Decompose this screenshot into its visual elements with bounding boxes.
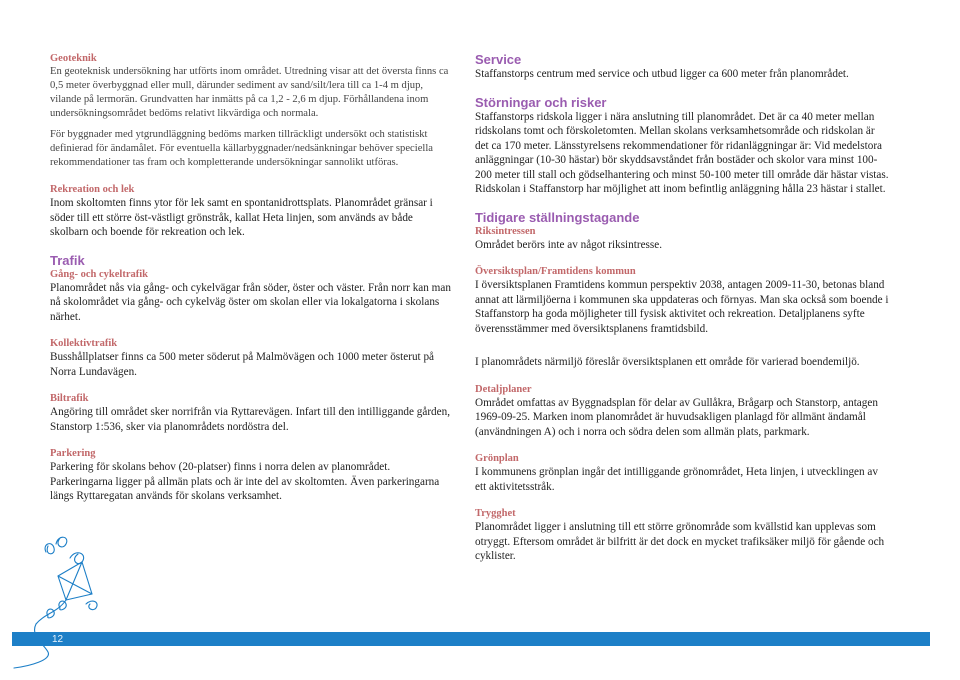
trygghet-heading: Trygghet xyxy=(475,508,516,519)
riksintressen-paragraph: Området berörs inte av något riksintresse. xyxy=(475,238,663,251)
rekreation-heading: Rekreation och lek xyxy=(50,184,135,195)
gang-cykel-paragraph: Planområdet nås via gång- och cykelvägar från söder, öster och väster. Från norr kan man nå skolområdet via gång- och cykelväg öster om skolan eller via lokalgatorna i skolans närhet. xyxy=(50,281,451,323)
geoteknik-paragraph-1: En geoteknisk undersökning har utförts inom området. Utredning visar att det översta finns ca 0,5 meter överbyggnad eller mull, därunder sediment av sand/silt/lera till ca 1-4 m djup, vilande på lermorän. Grundvatten har inmätts på ca 1,2 - 2,6 m djup. Förhållandena inom undersökningsområdet bedöms relativt likvärdiga och normala. xyxy=(50,66,449,119)
service-heading: Service xyxy=(475,52,522,67)
biltrafik-paragraph: Angöring till området sker norrifrån via Ryttarevägen. Infart till den intilliggande gården, Stanstorp 1:536, sker via planområdets nordöstra del. xyxy=(50,406,451,433)
riksintressen-heading: Riksintressen xyxy=(475,225,536,237)
trygghet-paragraph: Planområdet ligger i anslutning till ett större grönområde som kvällstid kan upplevas som otryggt. Eftersom området är bilfritt är det dock en mycket trafiksäker miljö för gående och cyklister. xyxy=(475,521,885,562)
storningar-paragraph: Staffanstorps ridskola ligger i nära anslutning till planområdet. Det är ca 40 meter mellan ridskolans tomt och förskoletomten. Mellan skolans verksamhetsområde och ridskolan är det ca 170 meter. Länsstyrelsens rekommendationer för ridanläggningar är: Vid medelstora anläggningar (10-30 hästar) bör skyddsavståndet från bostäder och skolor vara minst 100-200 meter till stall och gödselhantering och minst 50-100 meter till område där hästar vistas. Ridskolan i Staffanstorp har möjlighet att inom befintlig anläggning hålla 23 hästar i stallet. xyxy=(475,110,889,195)
trafik-heading: Trafik xyxy=(50,252,85,268)
parkering-heading: Parkering xyxy=(50,448,96,459)
geoteknik-paragraph-2: För byggnader med ytgrundläggning bedöms marken tillräckligt undersökt och statistiskt definierad för ändamålet. För eventuella källarbyggnader/nedsänkningar behöver speciella rekommendationer tas fram och kompletterande undersökningar sannolikt utföras. xyxy=(50,129,433,168)
page-number: 12 xyxy=(52,634,64,645)
left-column xyxy=(50,52,452,504)
geoteknik-heading: Geoteknik xyxy=(50,53,97,64)
storningar-heading: Störningar och risker xyxy=(475,94,607,110)
kite-icon xyxy=(0,520,140,670)
service-paragraph: Staffanstorps centrum med service och utbud ligger ca 600 meter från planområdet. xyxy=(475,68,849,80)
rekreation-paragraph: Inom skoltomten finns ytor för lek samt en spontanidrottsplats. Planområdet gränsar i söder till ett större öst-västligt grönstråk, kallat Heta linjen, som används av både skolbarn och boende för rekreation och lek. xyxy=(50,197,433,238)
footer-bar xyxy=(12,632,930,646)
oversiktsplan-heading: Översiktsplan/Framtidens kommun xyxy=(475,266,636,277)
kollektivtrafik-heading: Kollektivtrafik xyxy=(50,338,118,349)
oversiktsplan-paragraph-1: I översiktsplanen Framtidens kommun perspektiv 2038, antagen 2009-11-30, betonas bland annat att lärmiljöerna i kommunen ska uppdateras och förnyas. Man ska också som boende i Staffanstorp ha goda möjligheter till fysisk aktivitet och rekreation. Detaljplanens syfte överensstämmer med översiktsplanens framtidsbild. xyxy=(475,279,889,335)
gronplan-paragraph: I kommunens grönplan ingår det intilliggande grönområdet, Heta linjen, i utvecklingen av ett aktivitetsstråk. xyxy=(475,466,878,493)
kollektivtrafik-paragraph: Busshållplatser finns ca 500 meter söderut på Malmövägen och 1000 meter österut på Norra Lundavägen. xyxy=(50,351,435,378)
oversiktsplan-paragraph-2: I planområdets närmiljö föreslår översiktsplanen ett område för varierad boendemiljö. xyxy=(475,356,860,368)
parkering-paragraph: Parkering för skolans behov (20-platser) finns i norra delen av planområdet. Parkeringarna ligger på allmän plats och är inte del av skoltomten. Även parkeringarna längs Ryttaregatan används för skolans verksamhet. xyxy=(50,461,440,502)
right-column xyxy=(475,52,890,564)
gang-cykel-heading: Gång- och cykeltrafik xyxy=(50,268,148,280)
gronplan-heading: Grönplan xyxy=(475,453,519,464)
tidigare-stallningstagande-heading: Tidigare ställningstagande xyxy=(475,209,640,225)
biltrafik-heading: Biltrafik xyxy=(50,393,89,404)
detaljplaner-heading: Detaljplaner xyxy=(475,383,532,395)
detaljplaner-paragraph: Området omfattas av Byggnadsplan för delar av Gullåkra, Brågarp och Stanstorp, antagen 1969-09-25. Marken inom planområdet är huvudsakligen planlagd för allmänt ändamål (användningen A) och i norra och södra delen som allmän plats, parkmark. xyxy=(475,396,878,438)
